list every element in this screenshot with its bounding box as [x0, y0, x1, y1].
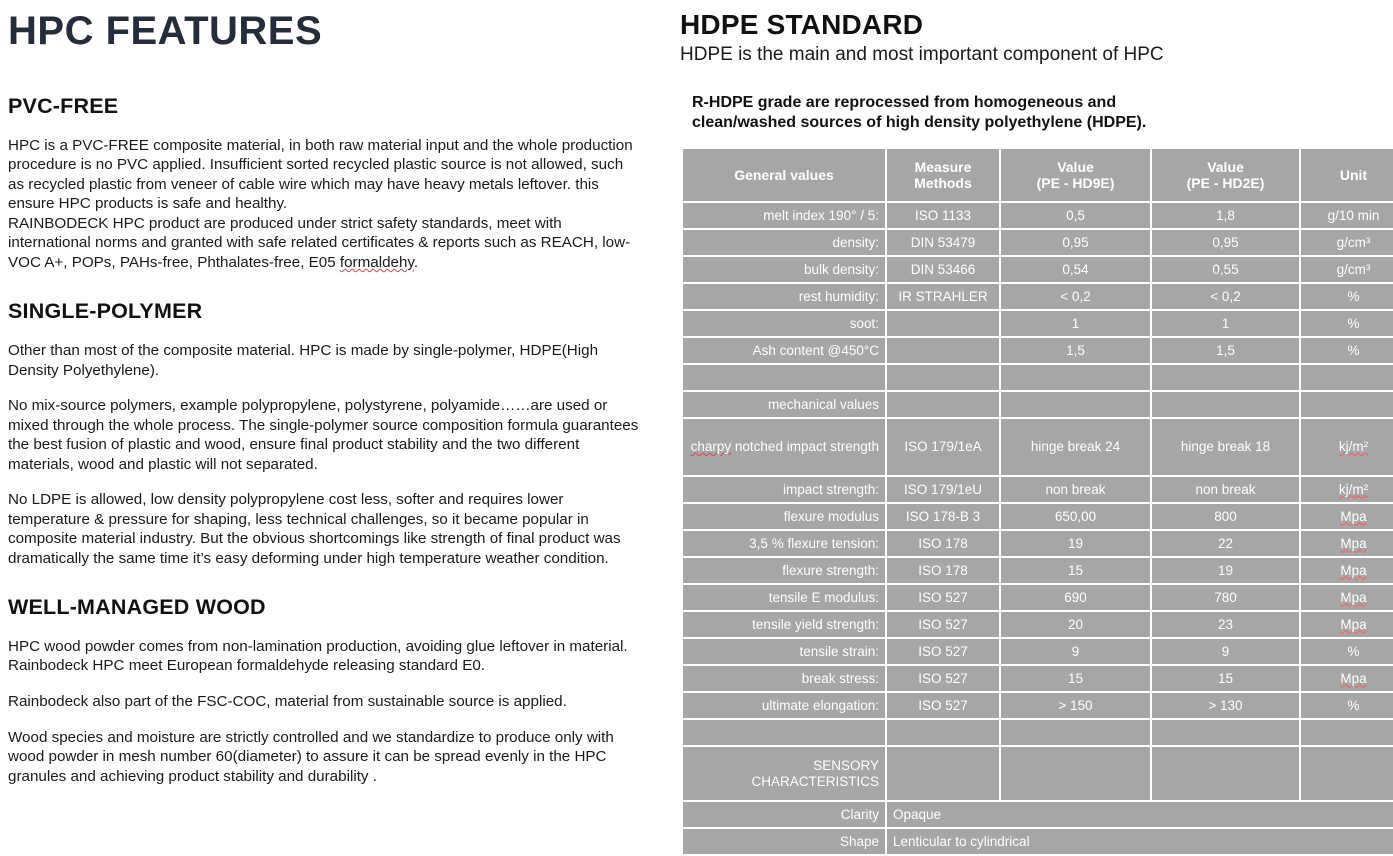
cell-label: Ash content @450°C — [683, 338, 885, 363]
cell-label: rest humidity: — [683, 284, 885, 309]
paragraph: HPC wood powder comes from non-lamination production, avoiding glue leftover in material. Rainbodeck HPC meet European formaldehyde releasing standard E0. — [8, 637, 628, 675]
table-row — [683, 693, 1393, 718]
cell-value-hd9e: 0,54 — [1001, 257, 1150, 282]
table-row — [683, 720, 1393, 745]
unit-text: g/10 min — [1327, 207, 1380, 223]
header-line-2: (PE - HD9E) — [1036, 175, 1115, 192]
cell-method: ISO 527 — [887, 639, 999, 664]
cell-value-hd9e — [1001, 365, 1150, 390]
cell-method: ISO 178 — [887, 558, 999, 583]
table-row — [683, 612, 1393, 637]
cell-label: tensile yield strength: — [683, 612, 885, 637]
table-row — [683, 392, 1393, 417]
cell-label: flexure strength: — [683, 558, 885, 583]
header-line-1: Value — [1207, 158, 1244, 175]
cell-unit — [1301, 230, 1393, 255]
cell-value-hd9e: hinge break 24 — [1001, 419, 1150, 475]
cell-value-hd2e: 15 — [1152, 666, 1299, 691]
misspelled-unit: Mpa — [1340, 589, 1367, 605]
spec-table-body — [683, 203, 1393, 854]
table-row — [683, 311, 1393, 336]
cell-value-hd2e: < 0,2 — [1152, 284, 1299, 309]
cell-label: tensile strain: — [683, 639, 885, 664]
cell-method: ISO 179/1eA — [887, 419, 999, 475]
table-row — [683, 284, 1393, 309]
cell-value-hd2e — [1152, 365, 1299, 390]
table-row — [683, 639, 1393, 664]
table-row — [683, 365, 1393, 390]
cell-method: ISO 527 — [887, 666, 999, 691]
cell-value-hd2e: 1 — [1152, 311, 1299, 336]
cell-label: tensile E modulus: — [683, 585, 885, 610]
right-column — [672, 0, 1393, 849]
cell-label: Clarity — [683, 802, 885, 827]
header-value-hd2e — [1152, 149, 1299, 201]
cell-method — [887, 338, 999, 363]
misspelled-word: charpy — [690, 439, 732, 455]
cell-value-hd9e: non break — [1001, 477, 1150, 502]
section-body-pvc-free — [8, 136, 642, 273]
cell-label: impact strength: — [683, 477, 885, 502]
cell-label: ultimate elongation: — [683, 693, 885, 718]
table-row — [683, 419, 1393, 475]
cell-unit — [1301, 720, 1393, 745]
cell-method: DIN 53479 — [887, 230, 999, 255]
cell-unit — [1301, 504, 1393, 529]
paragraph — [8, 136, 642, 273]
misspelled-unit: Mpa — [1340, 616, 1367, 632]
section-body-single-polymer — [8, 341, 642, 380]
cell-value-hd9e — [1001, 392, 1150, 417]
header-line-1: Measure — [914, 158, 972, 175]
table-row — [683, 477, 1393, 502]
table-row — [683, 802, 1393, 827]
cell-method: ISO 527 — [887, 612, 999, 637]
cell-unit — [1301, 612, 1393, 637]
cell-label: soot: — [683, 311, 885, 336]
cell-value-hd2e: 23 — [1152, 612, 1299, 637]
cell-method — [887, 392, 999, 417]
cell-method: ISO 527 — [887, 693, 999, 718]
cell-unit — [1301, 666, 1393, 691]
cell-unit — [1301, 365, 1393, 390]
cell-value-hd2e: 19 — [1152, 558, 1299, 583]
section-heading-pvc-free: PVC-FREE — [8, 94, 119, 118]
cell-label — [683, 720, 885, 745]
cell-method: ISO 178-B 3 — [887, 504, 999, 529]
cell-value-hd9e: 0,95 — [1001, 230, 1150, 255]
cell-method — [887, 311, 999, 336]
hdpe-lead-line-2: clean/washed sources of high density polyethylene (HDPE). — [692, 114, 1147, 132]
cell-value-hd9e: 1,5 — [1001, 338, 1150, 363]
cell-value-hd9e: 20 — [1001, 612, 1150, 637]
paragraph: Wood species and moisture are strictly controlled and we standardize to produce only with wood powder in mesh number 60(diameter) to assure it can be spread evenly in the HPC granules and achieving product stability and durability . — [8, 728, 614, 785]
cell-unit — [1301, 477, 1393, 502]
cell-value-hd9e — [1001, 747, 1150, 800]
cell-value-hd2e: 780 — [1152, 585, 1299, 610]
misspelled-unit: kj/m² — [1338, 481, 1369, 497]
spec-table-head — [683, 149, 1393, 201]
cell-method — [887, 747, 999, 800]
cell-value-hd9e: 1 — [1001, 311, 1150, 336]
cell-value-hd2e: > 130 — [1152, 693, 1299, 718]
table-row — [683, 338, 1393, 363]
page-title: HPC FEATURES — [8, 9, 323, 53]
cell-value-hd9e: < 0,2 — [1001, 284, 1150, 309]
cell-label — [683, 419, 885, 475]
cell-unit — [1301, 419, 1393, 475]
cell-merged-value: Lenticular to cylindrical — [887, 829, 1393, 854]
section-body-wood-2 — [8, 692, 642, 712]
paragraph: Other than most of the composite material. HPC is made by single-polymer, HDPE(High Density Polyethylene). — [8, 342, 599, 379]
section-body-single-polymer-2 — [8, 396, 642, 474]
paragraph: No mix-source polymers, example polypropylene, polystyrene, polyamide……are used or mixed through the whole process. The single-polymer source composition formula guarantees the best fusion of plastic and wood, ensure final product stability and the two different materials, wood and plastic will not separated. — [8, 397, 639, 473]
table-row — [683, 203, 1393, 228]
table-row — [683, 666, 1393, 691]
table-header-row — [683, 149, 1393, 201]
misspelled-unit: Mpa — [1340, 535, 1367, 551]
table-row — [683, 747, 1393, 800]
cell-value-hd9e: 690 — [1001, 585, 1150, 610]
misspelled-unit: Mpa — [1340, 562, 1367, 578]
unit-text: % — [1347, 315, 1360, 331]
cell-unit — [1301, 747, 1393, 800]
cell-unit — [1301, 585, 1393, 610]
cell-value-hd2e: 800 — [1152, 504, 1299, 529]
misspelled-unit: kj/m² — [1338, 439, 1369, 455]
cell-label — [683, 365, 885, 390]
paragraph-text-3: . — [413, 253, 419, 271]
cell-merged-value: Opaque — [887, 802, 1393, 827]
table-row — [683, 504, 1393, 529]
cell-label: SENSORY CHARACTERISTICS — [683, 747, 885, 800]
cell-method: ISO 527 — [887, 585, 999, 610]
paragraph-text: HPC is a PVC-FREE composite material, in both raw material input and the whole production procedure is no PVC applied. Insufficient sorted recycled plastic source is not allowed, such as recycled plastic from veneer of cable wire which may have heavy metals leftover. this ensure HPC products is safe and healthy. — [8, 136, 633, 213]
cell-label: bulk density: — [683, 257, 885, 282]
left-column — [0, 0, 672, 800]
hdpe-lead-text — [692, 93, 1393, 135]
header-value-hd9e — [1001, 149, 1150, 201]
cell-method: ISO 1133 — [887, 203, 999, 228]
cell-unit — [1301, 257, 1393, 282]
section-body-single-polymer-3 — [8, 490, 642, 568]
paragraph: No LDPE is allowed, low density polypropylene cost less, softer and requires lower temperature & pressure for shaping, less technical challenges, so it became popular in composite material industry. But the obvious shortcomings like strength of final product was dramatically the same time it’s easy deforming under high temperature weather condition. — [8, 491, 621, 567]
cell-value-hd2e: 9 — [1152, 639, 1299, 664]
hdpe-standard-subtitle: HDPE is the main and most important component of HPC — [680, 43, 1164, 65]
cell-value-hd2e: 22 — [1152, 531, 1299, 556]
unit-text: % — [1347, 288, 1360, 304]
paragraph-text-2: RAINBODECK HPC product are produced under strict safety standards, meet with international norms and granted with safe related certificates & reports such as REACH, low-VOC A+, POPs, PAHs-free, Phthalates-free, E05 — [8, 214, 631, 271]
section-body-wood-3 — [8, 728, 642, 787]
cell-unit — [1301, 284, 1393, 309]
table-row — [683, 230, 1393, 255]
table-row — [683, 829, 1393, 854]
cell-method: ISO 179/1eU — [887, 477, 999, 502]
cell-label: Shape — [683, 829, 885, 854]
paragraph: Rainbodeck also part of the FSC-COC, material from sustainable source is applied. — [8, 693, 567, 711]
cell-value-hd2e: 0,95 — [1152, 230, 1299, 255]
unit-text: % — [1347, 342, 1360, 358]
cell-label: melt index 190° / 5: — [683, 203, 885, 228]
table-row — [683, 257, 1393, 282]
cell-unit — [1301, 639, 1393, 664]
cell-value-hd2e — [1152, 720, 1299, 745]
cell-value-hd2e: non break — [1152, 477, 1299, 502]
header-line-2: (PE - HD2E) — [1186, 175, 1265, 192]
cell-value-hd2e: 1,8 — [1152, 203, 1299, 228]
cell-unit — [1301, 693, 1393, 718]
section-body-wood — [8, 637, 642, 676]
section-heading-single-polymer: SINGLE-POLYMER — [8, 299, 203, 324]
misspelled-unit: Mpa — [1340, 670, 1367, 686]
table-row — [683, 558, 1393, 583]
misspelled-word: formaldehy — [339, 253, 414, 271]
cell-unit — [1301, 311, 1393, 336]
cell-unit — [1301, 338, 1393, 363]
cell-value-hd2e: hinge break 18 — [1152, 419, 1299, 475]
cell-label: mechanical values — [683, 392, 885, 417]
table-row — [683, 531, 1393, 556]
cell-label: break stress: — [683, 666, 885, 691]
cell-unit — [1301, 392, 1393, 417]
cell-value-hd9e — [1001, 720, 1150, 745]
header-line-2: Methods — [914, 175, 972, 192]
cell-value-hd9e: 650,00 — [1001, 504, 1150, 529]
cell-label: density: — [683, 230, 885, 255]
header-general-values: General values — [683, 149, 885, 201]
header-line-1: Value — [1057, 158, 1094, 175]
cell-method — [887, 365, 999, 390]
cell-value-hd2e: 0,55 — [1152, 257, 1299, 282]
unit-text: % — [1347, 643, 1360, 659]
cell-value-hd9e: 9 — [1001, 639, 1150, 664]
cell-value-hd2e — [1152, 747, 1299, 800]
cell-value-hd9e: 15 — [1001, 558, 1150, 583]
cell-value-hd9e: 0,5 — [1001, 203, 1150, 228]
hdpe-standard-title: HDPE STANDARD — [680, 9, 924, 40]
cell-method: DIN 53466 — [887, 257, 999, 282]
unit-text: % — [1347, 697, 1360, 713]
cell-label-text: notched impact strength — [731, 439, 879, 455]
cell-method — [887, 720, 999, 745]
cell-value-hd2e — [1152, 392, 1299, 417]
table-row — [683, 585, 1393, 610]
cell-value-hd9e: 15 — [1001, 666, 1150, 691]
cell-value-hd9e: > 150 — [1001, 693, 1150, 718]
section-heading-well-managed-wood: WELL-MANAGED WOOD — [8, 595, 266, 620]
cell-unit — [1301, 203, 1393, 228]
cell-method: IR STRAHLER — [887, 284, 999, 309]
hdpe-lead-line-1: R-HDPE grade are reprocessed from homogeneous and — [692, 93, 1117, 111]
misspelled-unit: Mpa — [1340, 508, 1367, 524]
header-measure-methods — [887, 149, 999, 201]
cell-value-hd9e: 19 — [1001, 531, 1150, 556]
unit-text: g/cm³ — [1336, 234, 1371, 250]
header-unit: Unit — [1301, 149, 1393, 201]
cell-label: 3,5 % flexure tension: — [683, 531, 885, 556]
cell-method: ISO 178 — [887, 531, 999, 556]
unit-text: g/cm³ — [1336, 261, 1371, 277]
cell-label: flexure modulus — [683, 504, 885, 529]
cell-unit — [1301, 531, 1393, 556]
hdpe-spec-table — [681, 147, 1393, 856]
cell-value-hd2e: 1,5 — [1152, 338, 1299, 363]
cell-unit — [1301, 558, 1393, 583]
